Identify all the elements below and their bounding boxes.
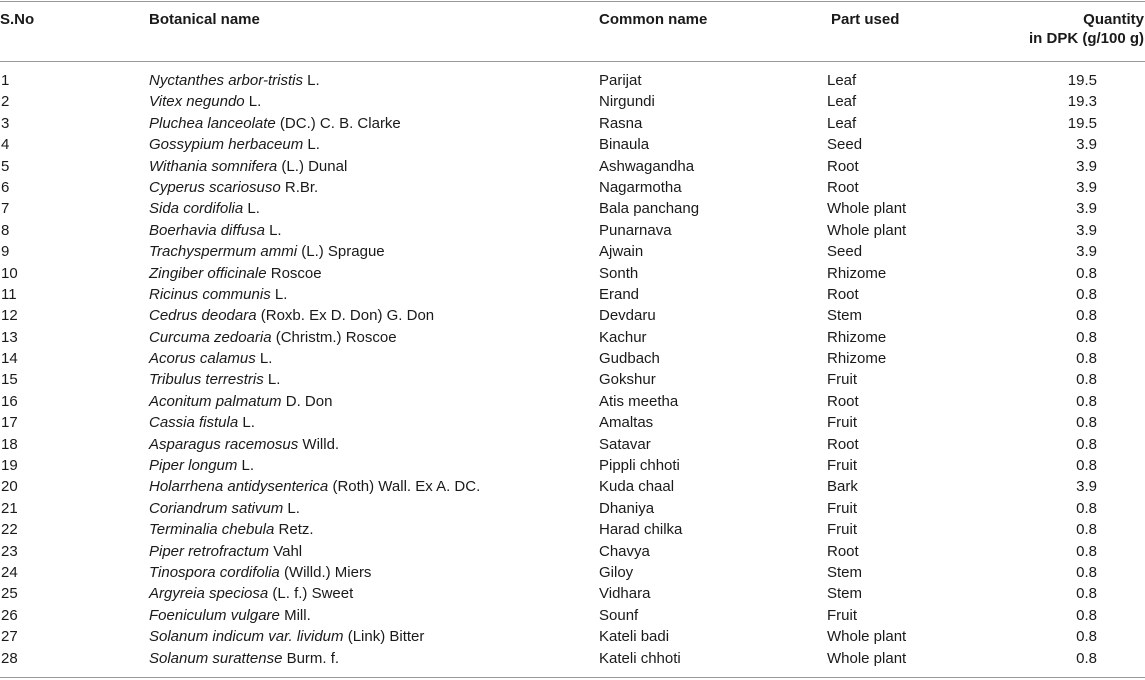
cell-part-used: Root: [827, 542, 859, 560]
cell-botanical-name: [149, 648, 339, 669]
cell-common-name: Sonth: [599, 264, 639, 282]
species-authority: R.Br.: [280, 178, 319, 196]
cell-sno: 19: [1, 457, 18, 475]
cell-sno: 3: [1, 114, 10, 132]
cell-quantity: 19.5: [1067, 72, 1097, 89]
species-authority: (Roth) Wall. Ex A. DC.: [328, 478, 481, 496]
table-row: [0, 113, 1145, 134]
species-name: Pluchea lanceolate: [149, 114, 276, 132]
cell-sno: 6: [1, 178, 10, 196]
cell-quantity: 19.3: [1067, 93, 1097, 111]
table-row: [0, 541, 1145, 562]
cell-part-used: Fruit: [827, 521, 857, 539]
species-authority: (L.) Sprague: [297, 243, 385, 261]
header-part-used: Part used: [831, 11, 900, 28]
cell-sno: 20: [1, 478, 18, 496]
cell-part-used: Fruit: [827, 457, 857, 475]
species-name: Withania somnifera: [149, 157, 278, 175]
table-row: [0, 263, 1145, 284]
species-authority: (Christm.) Roscoe: [271, 328, 397, 346]
cell-quantity: 3.9: [1076, 136, 1097, 154]
table-row: [0, 648, 1145, 669]
cell-common-name: Dhaniya: [599, 499, 655, 517]
table-row: [0, 412, 1145, 433]
cell-sno: 27: [1, 628, 18, 646]
cell-botanical-name: [149, 70, 320, 91]
cell-sno: 13: [1, 328, 18, 346]
cell-part-used: Fruit: [827, 414, 857, 432]
cell-botanical-name: [149, 91, 261, 112]
species-name: Trachyspermum ammi: [149, 243, 298, 261]
cell-sno: 15: [1, 371, 18, 389]
species-authority: L.: [243, 200, 260, 218]
table-row: [0, 284, 1145, 305]
cell-quantity: 0.8: [1076, 285, 1097, 303]
cell-sno: 25: [1, 585, 18, 603]
cell-quantity: 0.8: [1076, 542, 1097, 560]
cell-quantity: 3.9: [1076, 157, 1097, 175]
cell-botanical-name: [149, 476, 480, 497]
cell-botanical-name: [149, 156, 347, 177]
cell-common-name: Harad chilka: [599, 521, 683, 539]
cell-common-name: Kuda chaal: [599, 478, 675, 496]
species-authority: L.: [237, 457, 255, 475]
species-name: Cedrus deodara: [149, 307, 257, 325]
cell-botanical-name: [149, 583, 353, 604]
species-name: Sida cordifolia: [149, 200, 244, 218]
species-authority: L.: [264, 221, 282, 239]
species-authority: (L. f.) Sweet: [268, 585, 354, 603]
species-name: Terminalia chebula: [149, 521, 275, 539]
table-row: [0, 391, 1145, 412]
cell-part-used: Fruit: [827, 499, 857, 517]
cell-part-used: Leaf: [827, 93, 857, 111]
table-row: [0, 348, 1145, 369]
species-authority: L.: [283, 499, 300, 517]
cell-part-used: Rhizome: [827, 328, 887, 346]
species-name: Piper retrofractum: [149, 542, 270, 560]
cell-botanical-name: [149, 412, 255, 433]
cell-part-used: Rhizome: [827, 350, 887, 368]
cell-part-used: Root: [827, 157, 859, 175]
species-name: Solanum indicum var. lividum: [149, 628, 344, 646]
cell-part-used: Leaf: [827, 114, 857, 132]
cell-quantity: 0.8: [1076, 328, 1097, 346]
cell-botanical-name: [149, 327, 397, 348]
cell-quantity: 0.8: [1076, 521, 1097, 539]
cell-part-used: Fruit: [827, 371, 857, 389]
cell-quantity: 0.8: [1076, 392, 1097, 410]
table-row: [0, 156, 1145, 177]
header-quantity: [944, 10, 1144, 48]
table-top-rule: [0, 1, 1145, 2]
species-authority: L.: [244, 93, 262, 111]
species-authority: Burm. f.: [282, 649, 340, 667]
cell-botanical-name: [149, 605, 311, 626]
cell-sno: 24: [1, 563, 18, 581]
cell-botanical-name: [149, 241, 385, 262]
cell-quantity: 3.9: [1076, 200, 1097, 218]
cell-sno: 1: [1, 72, 10, 89]
cell-botanical-name: [149, 348, 272, 369]
species-name: Tribulus terrestris: [149, 371, 264, 389]
species-authority: (Roxb. Ex D. Don) G. Don: [256, 307, 435, 325]
cell-botanical-name: [149, 498, 300, 519]
cell-part-used: Leaf: [827, 72, 857, 89]
table-row: [0, 134, 1145, 155]
cell-common-name: Parijat: [599, 72, 642, 89]
table-row: [0, 434, 1145, 455]
table-row: [0, 519, 1145, 540]
cell-part-used: Rhizome: [827, 264, 887, 282]
species-name: Zingiber officinale: [149, 264, 267, 282]
table-row: [0, 70, 1145, 91]
species-authority: L.: [255, 350, 273, 368]
cell-part-used: Fruit: [827, 606, 857, 624]
header-quantity-line2: in DPK (g/100 g): [1028, 30, 1144, 47]
cell-common-name: Chavya: [599, 542, 650, 560]
species-name: Foeniculum vulgare: [149, 606, 280, 624]
cell-part-used: Root: [827, 435, 859, 453]
species-authority: (DC.) C. B. Clarke: [275, 114, 401, 132]
cell-common-name: Devdaru: [599, 307, 656, 325]
cell-quantity: 0.8: [1076, 585, 1097, 603]
species-name: Acorus calamus: [149, 350, 256, 368]
cell-part-used: Whole plant: [827, 221, 907, 239]
cell-quantity: 0.8: [1076, 499, 1097, 517]
cell-sno: 28: [1, 649, 18, 667]
cell-quantity: 0.8: [1076, 414, 1097, 432]
species-authority: (Willd.) Miers: [279, 563, 372, 581]
cell-common-name: Erand: [599, 285, 640, 303]
table-row: [0, 241, 1145, 262]
table-row: [0, 498, 1145, 519]
species-name: Boerhavia diffusa: [149, 221, 265, 239]
table-row: [0, 476, 1145, 497]
species-authority: L.: [263, 371, 281, 389]
cell-common-name: Vidhara: [599, 585, 651, 603]
species-authority: Willd.: [298, 435, 340, 453]
cell-botanical-name: [149, 519, 314, 540]
species-name: Coriandrum sativum: [149, 499, 284, 517]
cell-botanical-name: [149, 562, 371, 583]
cell-common-name: Bala panchang: [599, 200, 700, 218]
cell-common-name: Kateli badi: [599, 628, 670, 646]
cell-part-used: Root: [827, 392, 859, 410]
species-authority: L.: [302, 72, 320, 89]
cell-botanical-name: [149, 434, 339, 455]
cell-part-used: Stem: [827, 307, 863, 325]
table-row: [0, 455, 1145, 476]
cell-botanical-name: [149, 263, 322, 284]
cell-sno: 7: [1, 200, 10, 218]
species-authority: L.: [303, 136, 320, 154]
species-name: Nyctanthes arbor-tristis: [149, 72, 303, 89]
cell-quantity: 0.8: [1076, 371, 1097, 389]
cell-common-name: Nagarmotha: [599, 178, 682, 196]
header-botanical-name: Botanical name: [149, 11, 260, 28]
cell-part-used: Whole plant: [827, 649, 907, 667]
cell-quantity: 0.8: [1076, 457, 1097, 475]
species-authority: Roscoe: [266, 264, 322, 282]
header-divider-rule: [0, 61, 1145, 62]
species-name: Solanum surattense: [149, 649, 283, 667]
cell-part-used: Whole plant: [827, 628, 907, 646]
table-row: [0, 369, 1145, 390]
species-name: Holarrhena antidysenterica: [149, 478, 329, 496]
header-quantity-line1: Quantity: [1083, 11, 1144, 28]
cell-part-used: Seed: [827, 136, 863, 154]
cell-botanical-name: [149, 284, 287, 305]
species-authority: L.: [238, 414, 255, 432]
cell-quantity: 19.5: [1067, 114, 1097, 132]
species-name: Gossypium herbaceum: [149, 136, 304, 154]
cell-common-name: Nirgundi: [599, 93, 655, 111]
cell-quantity: 0.8: [1076, 606, 1097, 624]
cell-quantity: 0.8: [1076, 649, 1097, 667]
cell-quantity: 0.8: [1076, 628, 1097, 646]
header-common-name: Common name: [599, 11, 708, 28]
cell-sno: 26: [1, 606, 18, 624]
cell-botanical-name: [149, 391, 332, 412]
species-name: Piper longum: [149, 457, 238, 475]
header-sno: S.No: [0, 11, 35, 28]
cell-common-name: Satavar: [599, 435, 651, 453]
cell-botanical-name: [149, 134, 320, 155]
table-row: [0, 562, 1145, 583]
table-row: [0, 583, 1145, 604]
cell-botanical-name: [149, 541, 302, 562]
cell-quantity: 3.9: [1076, 243, 1097, 261]
cell-quantity: 3.9: [1076, 478, 1097, 496]
cell-botanical-name: [149, 113, 401, 134]
cell-botanical-name: [149, 455, 254, 476]
species-name: Ricinus communis: [149, 285, 271, 303]
cell-sno: 11: [1, 285, 17, 303]
cell-part-used: Bark: [827, 478, 858, 496]
species-authority: (L.) Dunal: [277, 157, 348, 175]
species-authority: D. Don: [281, 392, 333, 410]
species-authority: Retz.: [274, 521, 314, 539]
cell-botanical-name: [149, 198, 260, 219]
cell-botanical-name: [149, 305, 434, 326]
cell-common-name: Giloy: [599, 563, 634, 581]
cell-sno: 14: [1, 350, 18, 368]
table-row: [0, 220, 1145, 241]
table-row: [0, 91, 1145, 112]
cell-sno: 17: [1, 414, 18, 432]
cell-common-name: Sounf: [599, 606, 639, 624]
table-row: [0, 626, 1145, 647]
cell-common-name: Punarnava: [599, 221, 672, 239]
cell-common-name: Binaula: [599, 136, 650, 154]
species-name: Curcuma zedoaria: [149, 328, 272, 346]
cell-sno: 2: [1, 93, 10, 111]
cell-sno: 18: [1, 435, 18, 453]
cell-botanical-name: [149, 369, 280, 390]
cell-part-used: Root: [827, 178, 859, 196]
cell-common-name: Amaltas: [599, 414, 654, 432]
species-name: Asparagus racemosus: [149, 435, 299, 453]
cell-part-used: Seed: [827, 243, 863, 261]
species-authority: L.: [270, 285, 288, 303]
cell-part-used: Stem: [827, 585, 863, 603]
species-name: Argyreia speciosa: [149, 585, 269, 603]
species-name: Tinospora cordifolia: [149, 563, 280, 581]
table-bottom-rule: [0, 677, 1145, 678]
table-row: [0, 605, 1145, 626]
species-name: Aconitum palmatum: [149, 392, 282, 410]
cell-part-used: Root: [827, 285, 859, 303]
table-body: [0, 70, 1145, 669]
cell-quantity: 0.8: [1076, 307, 1097, 325]
species-name: Vitex negundo: [149, 93, 245, 111]
cell-common-name: Gokshur: [599, 371, 656, 389]
cell-sno: 22: [1, 521, 18, 539]
cell-sno: 5: [1, 157, 10, 175]
cell-common-name: Kachur: [599, 328, 647, 346]
cell-common-name: Pippli chhoti: [599, 457, 680, 475]
cell-sno: 12: [1, 307, 18, 325]
table-row: [0, 327, 1145, 348]
cell-sno: 16: [1, 392, 18, 410]
cell-botanical-name: [149, 220, 282, 241]
cell-part-used: Whole plant: [827, 200, 907, 218]
cell-quantity: 0.8: [1076, 264, 1097, 282]
species-authority: Vahl: [269, 542, 303, 560]
cell-quantity: 0.8: [1076, 563, 1097, 581]
cell-quantity: 3.9: [1076, 221, 1097, 239]
cell-common-name: Kateli chhoti: [599, 649, 681, 667]
table-row: [0, 305, 1145, 326]
cell-botanical-name: [149, 177, 318, 198]
species-authority: Mill.: [279, 606, 311, 624]
cell-botanical-name: [149, 626, 424, 647]
cell-sno: 4: [1, 136, 10, 154]
cell-sno: 23: [1, 542, 18, 560]
cell-sno: 21: [1, 499, 18, 517]
cell-common-name: Ashwagandha: [599, 157, 695, 175]
species-name: Cyperus scariosuso: [149, 178, 281, 196]
cell-quantity: 3.9: [1076, 178, 1097, 196]
cell-common-name: Rasna: [599, 114, 643, 132]
cell-sno: 8: [1, 221, 10, 239]
cell-common-name: Gudbach: [599, 350, 660, 368]
cell-quantity: 0.8: [1076, 435, 1097, 453]
cell-quantity: 0.8: [1076, 350, 1097, 368]
cell-part-used: Stem: [827, 563, 863, 581]
species-name: Cassia fistula: [149, 414, 239, 432]
table-row: [0, 198, 1145, 219]
cell-common-name: Atis meetha: [599, 392, 679, 410]
table-row: [0, 177, 1145, 198]
cell-sno: 9: [1, 243, 10, 261]
species-authority: (Link) Bitter: [343, 628, 425, 646]
cell-sno: 10: [1, 264, 18, 282]
cell-common-name: Ajwain: [599, 243, 644, 261]
